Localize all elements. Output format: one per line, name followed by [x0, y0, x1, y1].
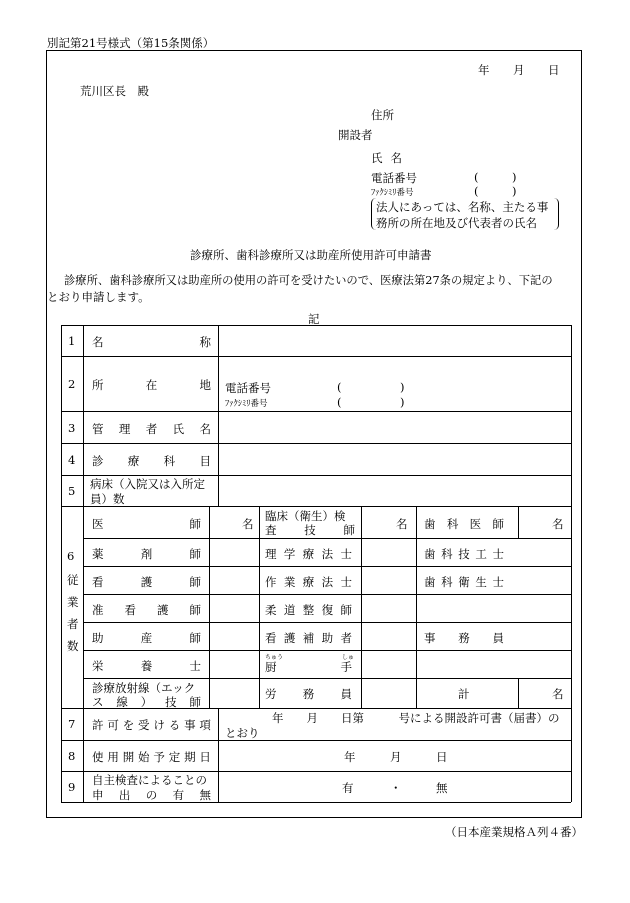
row4-number: 4 [68, 453, 76, 467]
staff-label-lab-tech-line2: 査 技 師 [265, 523, 355, 537]
ki-label: 記 [308, 312, 320, 326]
ruby-te: しゅ [342, 654, 355, 661]
row7-content-line1: 年 月 日第 号による開設許可書（届書）の [272, 711, 560, 725]
staff-label-dental-tech: 歯 科 技 工 士 [424, 547, 504, 561]
row6-heading-char: 従 [67, 573, 79, 587]
row5-number: 5 [68, 484, 76, 498]
document-title: 診療所、歯科診療所又は助産所使用許可申請書 [190, 248, 432, 262]
row9-dot: ・ [390, 781, 402, 795]
staff-label-pharmacist: 薬 剤 師 [92, 547, 201, 561]
row3-number: 3 [68, 421, 76, 435]
staff-label-lab-tech-line1: 臨床（衛生）検 [265, 509, 346, 523]
row9-label-line2: 申 出 の 有 無 [92, 788, 211, 802]
applicant-phone-label: 電話番号 [371, 171, 417, 185]
row6-heading-char: 者 [67, 617, 79, 631]
row8-label: 使 用 開 始 予 定 期 日 [92, 750, 211, 764]
date-day: 日 [548, 63, 560, 77]
row6-heading-char: 業 [67, 595, 79, 609]
row6-heading-char: 数 [67, 639, 79, 653]
staff-label-cook: 厨 手 [265, 660, 352, 674]
staff-label-total: 計 [458, 687, 470, 701]
staff-unit: 名 [552, 687, 564, 701]
applicant-phone-close: ) [512, 170, 517, 184]
applicant-name-label: 氏名 [371, 151, 410, 165]
staff-label-clerk: 事 務 員 [424, 631, 504, 645]
row1-number: 1 [68, 334, 76, 348]
staff-label-xray-line1: 診療放射線（エック [92, 681, 196, 695]
staff-label-care-aide: 看 護 補 助 者 [265, 631, 352, 645]
date-year: 年 [478, 63, 490, 77]
staff-label-laborer: 労 務 員 [265, 687, 352, 701]
row3-label: 管 理 者 氏 名 [92, 422, 211, 436]
staff-label-midwife: 助 産 師 [92, 631, 201, 645]
staff-unit: 名 [242, 517, 254, 531]
staff-label-pt: 理 学 療 法 士 [265, 547, 352, 561]
row9-no: 無 [436, 781, 448, 795]
row2-number: 2 [68, 377, 76, 391]
row7-label: 許 可 を 受 け る 事 項 [92, 718, 211, 732]
row2-phone-open: ( [337, 380, 342, 394]
applicant-fax-close: ) [512, 184, 517, 198]
applicant-phone-open: ( [474, 170, 479, 184]
row5-label-line1: 病床（入院又は入所定 [90, 477, 205, 491]
row1-label: 名 称 [92, 335, 211, 349]
staff-label-dietitian: 栄 養 士 [92, 659, 201, 673]
row8-month: 月 [390, 750, 402, 764]
row9-number: 9 [68, 780, 76, 794]
corporate-note-line1: 法人にあっては、名称、主たる事 [376, 200, 549, 214]
row2-phone-label: 電話番号 [225, 381, 271, 395]
staff-unit: 名 [552, 517, 564, 531]
date-month: 月 [513, 63, 525, 77]
row6-number: 6 [67, 549, 75, 563]
row7-number: 7 [68, 717, 76, 731]
applicant-fax-label: ﾌｧｸｼﾐﾘ番号 [371, 188, 414, 198]
row2-label: 所 在 地 [92, 378, 211, 392]
staff-label-judo: 柔 道 整 復 師 [265, 603, 352, 617]
row2-phone-close: ) [400, 380, 405, 394]
staff-label-xray-line2: ス 線 ） 技 師 [92, 695, 201, 709]
row8-number: 8 [68, 749, 76, 763]
ruby-kuriya: ちゅう [265, 654, 284, 661]
row9-yes: 有 [342, 781, 354, 795]
row2-fax-label: ﾌｧｸｼﾐﾘ番号 [225, 399, 268, 409]
staff-label-dental-hygienist: 歯 科 衛 生 士 [424, 575, 504, 589]
body-text-line1: 診療所、歯科診療所又は助産所の使用の許可を受けたいので、医療法第27条の規定より、下記の [64, 274, 553, 287]
row5-label-line2: 員）数 [90, 492, 125, 506]
applicant-address-label: 住所 [371, 108, 394, 122]
form-label: 別記第21号様式（第15条関係） [47, 36, 215, 50]
addressee: 荒川区長 殿 [80, 84, 149, 98]
staff-label-doctor: 医 師 [92, 517, 201, 531]
corporate-note-line2: 務所の所在地及び代表者の氏名 [376, 216, 537, 230]
row2-fax-close: ) [400, 395, 405, 409]
staff-label-assistant-nurse: 准 看 護 師 [92, 603, 201, 617]
body-text-line2: とおり申請します。 [47, 290, 150, 304]
row2-fax-open: ( [337, 395, 342, 409]
row4-label: 診 療 科 目 [92, 454, 211, 468]
footer-note: （日本産業規格Ａ列４番） [445, 825, 583, 839]
staff-label-ot: 作 業 療 法 士 [265, 575, 352, 589]
staff-label-dentist: 歯 科 医 師 [424, 517, 504, 531]
applicant-fax-open: ( [474, 184, 479, 198]
staff-label-nurse: 看 護 師 [92, 575, 201, 589]
staff-unit: 名 [396, 517, 408, 531]
row7-content-line2: とおり [225, 726, 260, 740]
founder-label: 開設者 [338, 128, 373, 142]
row8-day: 日 [436, 750, 448, 764]
row8-year: 年 [344, 750, 356, 764]
row9-label-line1: 自主検査によることの [92, 773, 207, 787]
